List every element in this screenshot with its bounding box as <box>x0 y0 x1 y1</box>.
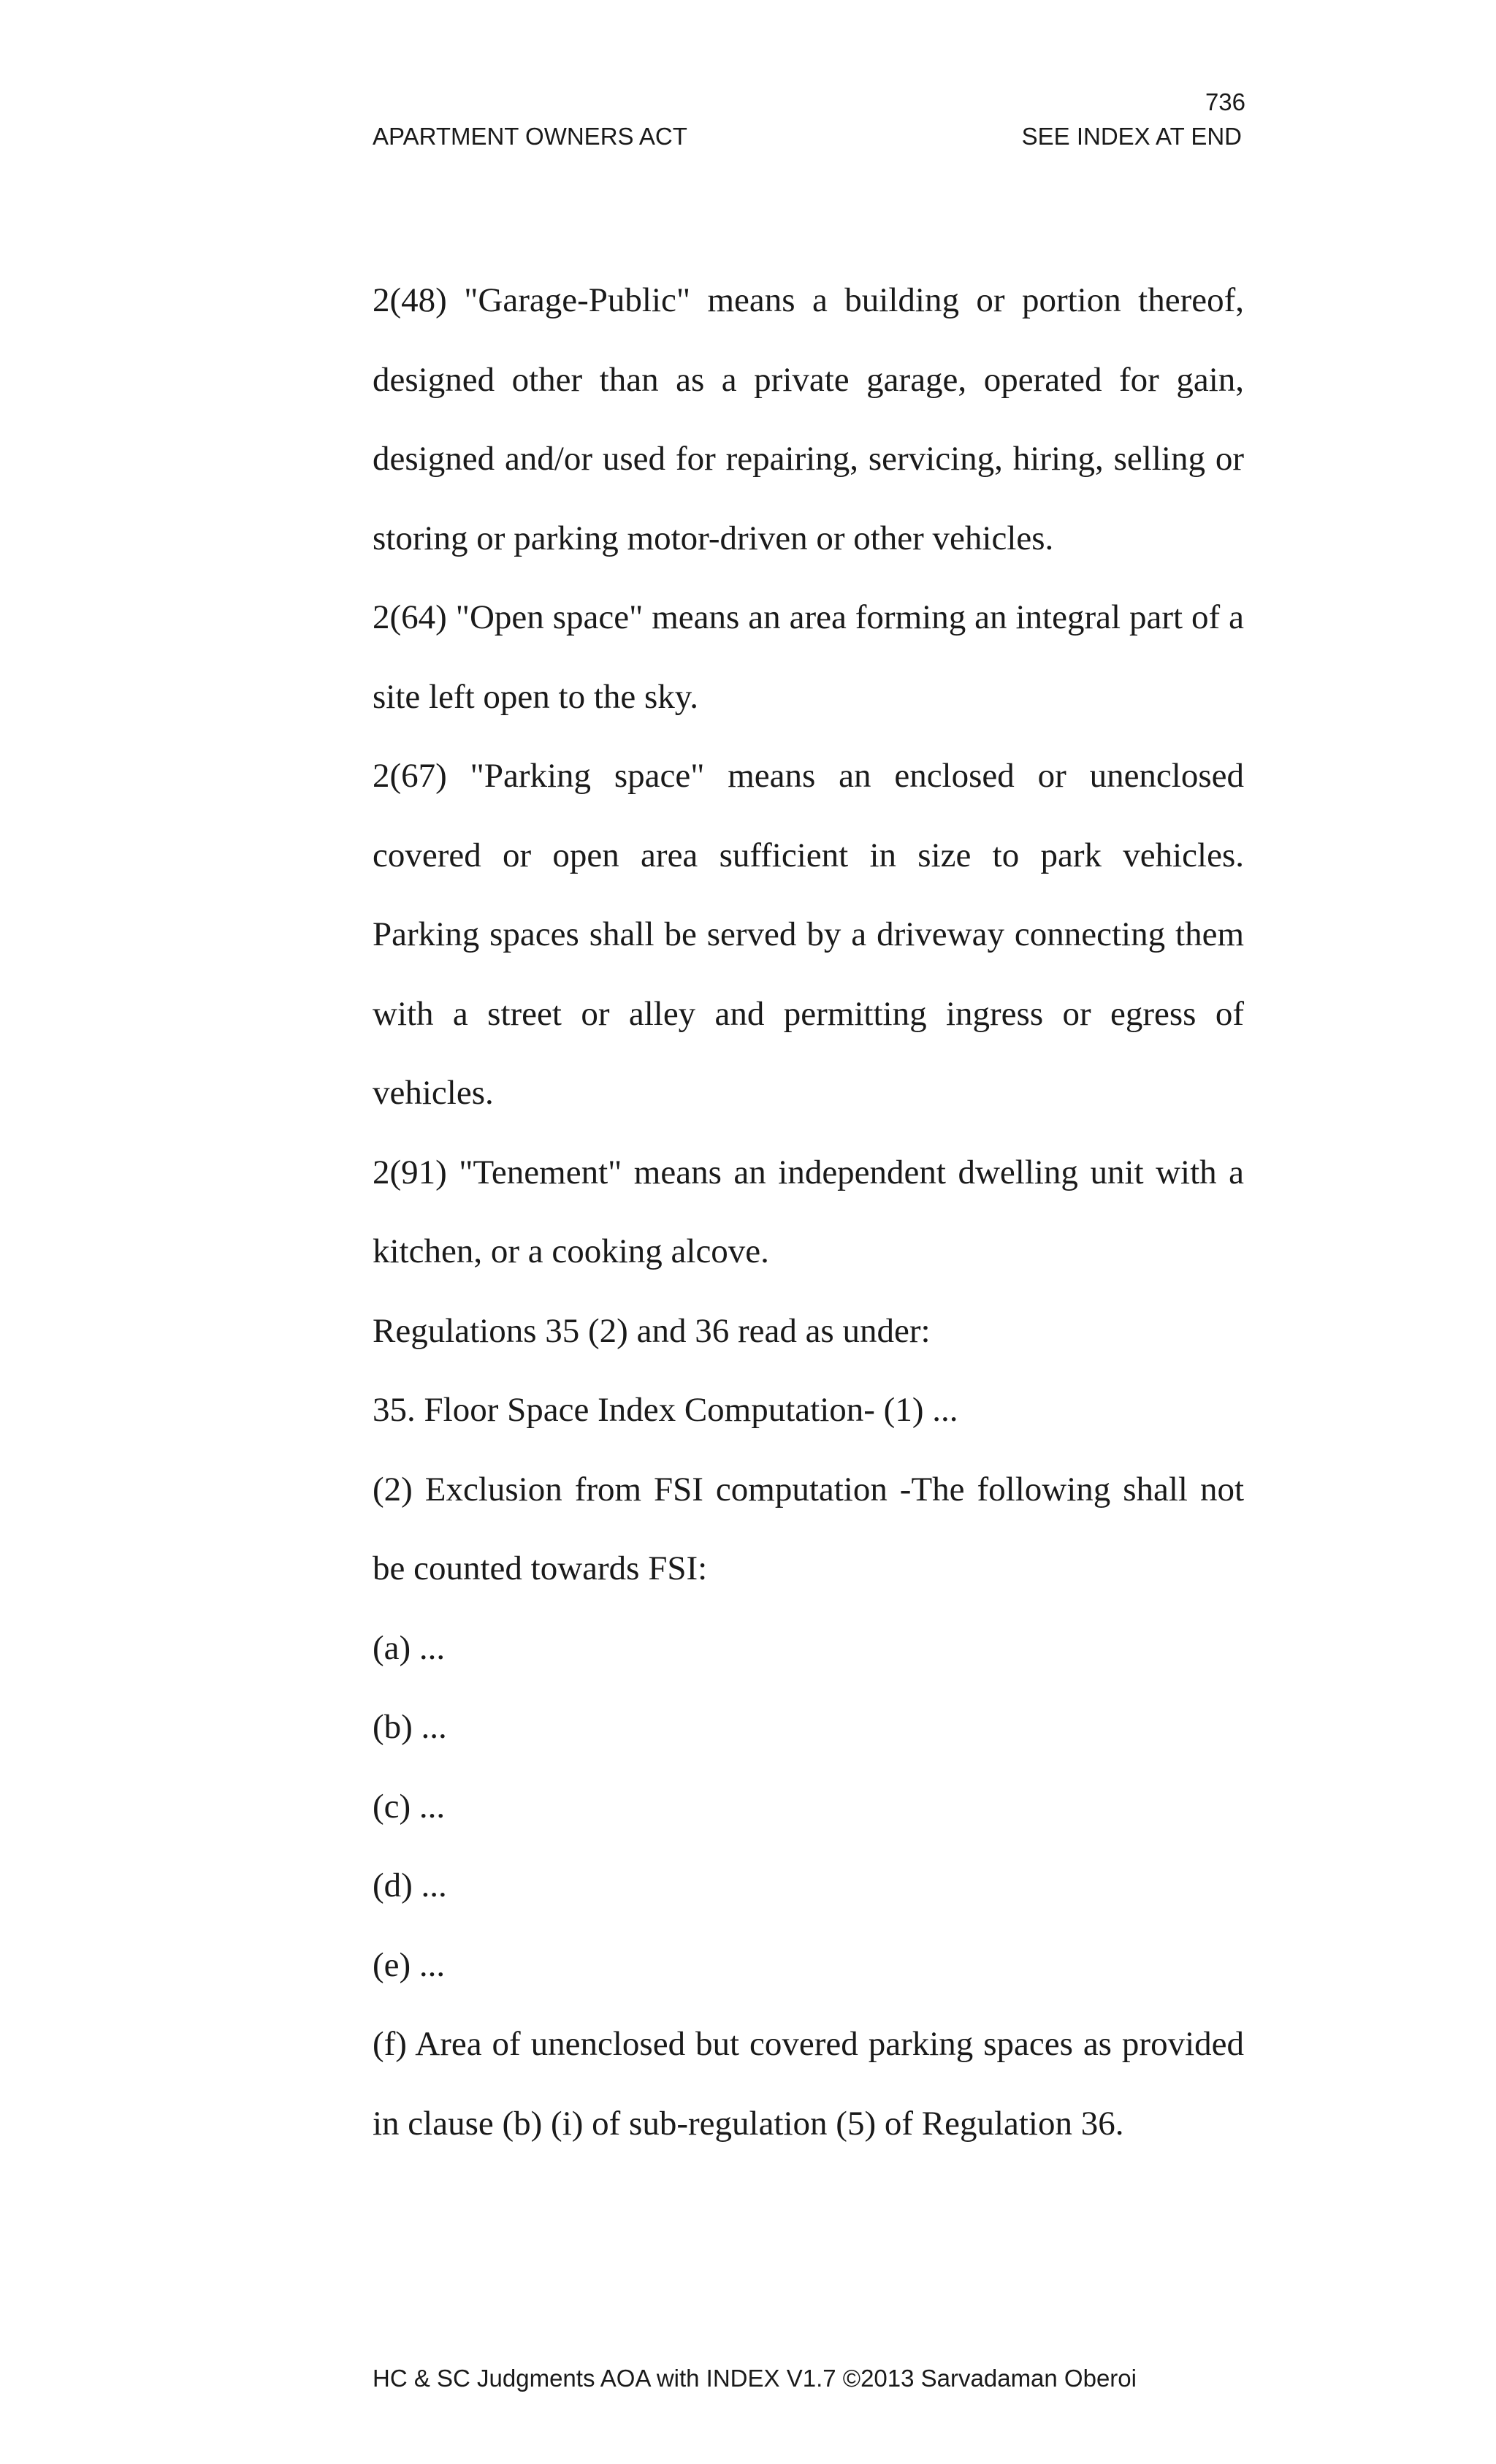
paragraph-regulations-intro: Regulations 35 (2) and 36 read as under: <box>373 1311 931 1350</box>
clause-b: (b) ... <box>373 1708 447 1746</box>
running-title-left: APARTMENT OWNERS ACT <box>373 123 687 150</box>
paragraph-regulation-35-2: (2) Exclusion from FSI computation -The following shall not be counted towards FSI: <box>373 1470 1244 1587</box>
clause-a: (a) ... <box>373 1628 446 1667</box>
clause-f: (f) Area of unenclosed but covered parking spaces as provided in clause (b) (i) of sub-regulation (5) of Regulation 36. <box>373 2025 1244 2143</box>
paragraph-definition-2-91: 2(91) "Tenement" means an independent dwelling unit with a kitchen, or a cooking alcove. <box>373 1153 1244 1270</box>
paragraph-definition-2-64: 2(64) "Open space" means an area forming an integral part of a site left open to the sky. <box>373 598 1244 716</box>
paragraph-definition-2-48: 2(48) "Garage-Public" means a building or portion thereof, designed other than as a private garage, operated for gain, designed and/or used for repairing, servicing, hiring, selling or storing or parking motor-driven or other vehicles. <box>373 281 1244 557</box>
paragraph-regulation-35: 35. Floor Space Index Computation- (1) ... <box>373 1391 958 1429</box>
body-text <box>373 261 1244 2163</box>
clause-d: (d) ... <box>373 1866 447 1904</box>
page-footer: HC & SC Judgments AOA with INDEX V1.7 ©2013 Sarvadaman Oberoi <box>373 2365 1137 2392</box>
clause-e: (e) ... <box>373 1945 446 1984</box>
running-title-right: SEE INDEX AT END <box>1021 123 1242 150</box>
clause-c: (c) ... <box>373 1787 446 1826</box>
page-number: 736 <box>1205 88 1245 115</box>
paragraph-definition-2-67: 2(67) "Parking space" means an enclosed or unenclosed covered or open area sufficient in size to park vehicles. Parking spaces shall be served by a driveway connecting them with a street or alley and permitting ingress or egress of vehicles. <box>373 757 1244 1112</box>
